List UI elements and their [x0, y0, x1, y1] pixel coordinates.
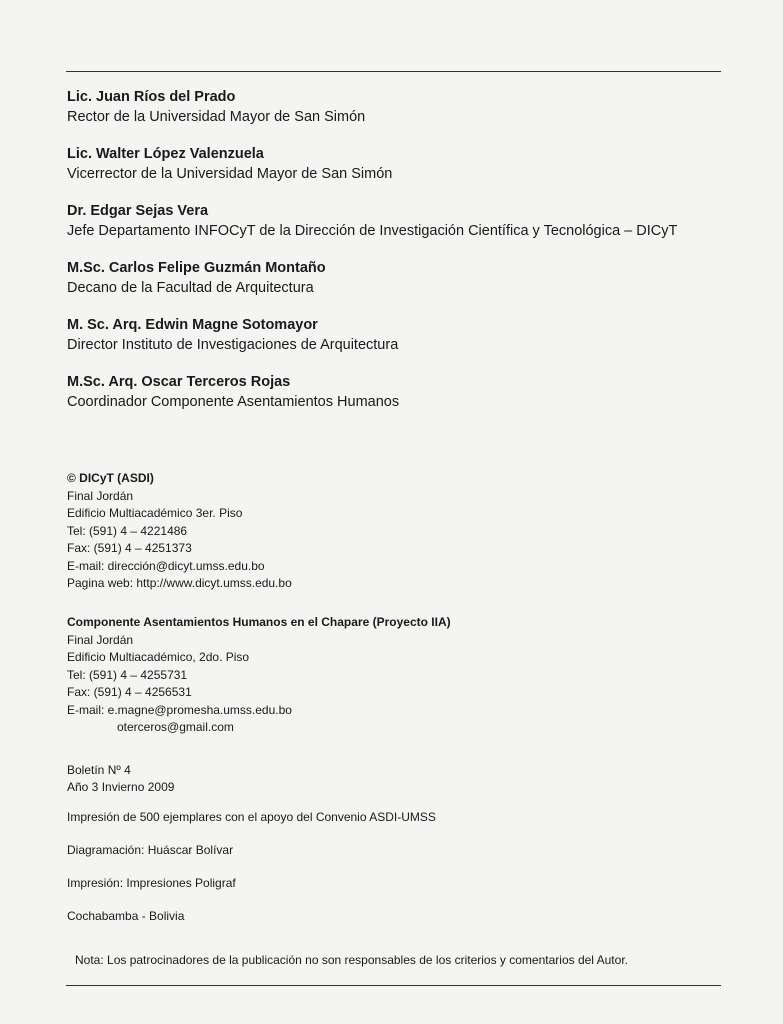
proyecto-email: E-mail: e.magne@promesha.umss.edu.bo [67, 702, 292, 717]
authority-entry [67, 144, 727, 184]
dicyt-address: Final Jordán [67, 488, 134, 503]
proyecto-fax: Fax: (591) 4 – 4256531 [67, 685, 192, 699]
disclaimer-note: Nota: Los patrocinadores de la publicación no son responsables de los criterios y comentarios del Autor. [75, 953, 628, 967]
authority-entry [67, 315, 727, 355]
authority-role: Coordinador Componente Asentamientos Humanos [67, 394, 400, 410]
dicyt-heading: © DICyT (ASDI) [67, 471, 154, 485]
authority-name: M.Sc. Arq. Oscar Terceros Rojas [67, 374, 291, 390]
layout-credit: Diagramación: Huáscar Bolívar [67, 843, 234, 857]
authority-name: Lic. Walter López Valenzuela [67, 146, 264, 162]
authorities-list [67, 87, 727, 429]
bulletin-number: Boletín Nº 4 [67, 763, 131, 777]
dicyt-website: Pagina web: http://www.dicyt.umss.edu.bo [67, 576, 292, 590]
proyecto-contact-block [67, 614, 687, 737]
authority-entry [67, 258, 727, 298]
dicyt-phone: Tel: (591) 4 – 4221486 [67, 523, 188, 538]
authority-role: Rector de la Universidad Mayor de San Simón [67, 109, 366, 125]
proyecto-email-secondary: oterceros@gmail.com [117, 720, 234, 734]
dicyt-email: E-mail: dirección@dicyt.umss.edu.bo [67, 558, 265, 573]
print-run-note: Impresión de 500 ejemplares con el apoyo del Convenio ASDI-UMSS [67, 810, 436, 824]
authority-name: Lic. Juan Ríos del Prado [67, 89, 236, 105]
authority-role: Vicerrector de la Universidad Mayor de San Simón [67, 166, 393, 182]
bulletin-info [67, 762, 707, 796]
authority-role: Jefe Departamento INFOCyT de la Dirección de Investigación Científica y Tecnológica – DICyT [67, 223, 678, 239]
authority-entry [67, 201, 727, 241]
authority-role: Decano de la Facultad de Arquitectura [67, 280, 314, 296]
top-rule [66, 71, 721, 72]
authority-name: M.Sc. Carlos Felipe Guzmán Montaño [67, 260, 326, 276]
proyecto-phone: Tel: (591) 4 – 4255731 [67, 667, 188, 682]
authority-role: Director Instituto de Investigaciones de Arquitectura [67, 337, 399, 353]
dicyt-building: Edificio Multiacadémico 3er. Piso [67, 506, 243, 520]
authority-name: Dr. Edgar Sejas Vera [67, 203, 209, 219]
bulletin-year: Año 3 Invierno 2009 [67, 780, 175, 794]
dicyt-fax: Fax: (591) 4 – 4251373 [67, 541, 192, 555]
proyecto-address: Final Jordán [67, 632, 134, 647]
printer-credit: Impresión: Impresiones Poligraf [67, 876, 236, 890]
dicyt-contact-block [67, 470, 687, 593]
city-location: Cochabamba - Bolivia [67, 909, 185, 923]
authority-name: M. Sc. Arq. Edwin Magne Sotomayor [67, 317, 318, 333]
proyecto-heading: Componente Asentamientos Humanos en el Chapare (Proyecto IIA) [67, 615, 451, 629]
bottom-rule [66, 985, 721, 986]
proyecto-building: Edificio Multiacadémico, 2do. Piso [67, 650, 250, 664]
authority-entry [67, 87, 727, 127]
authority-entry [67, 372, 727, 412]
